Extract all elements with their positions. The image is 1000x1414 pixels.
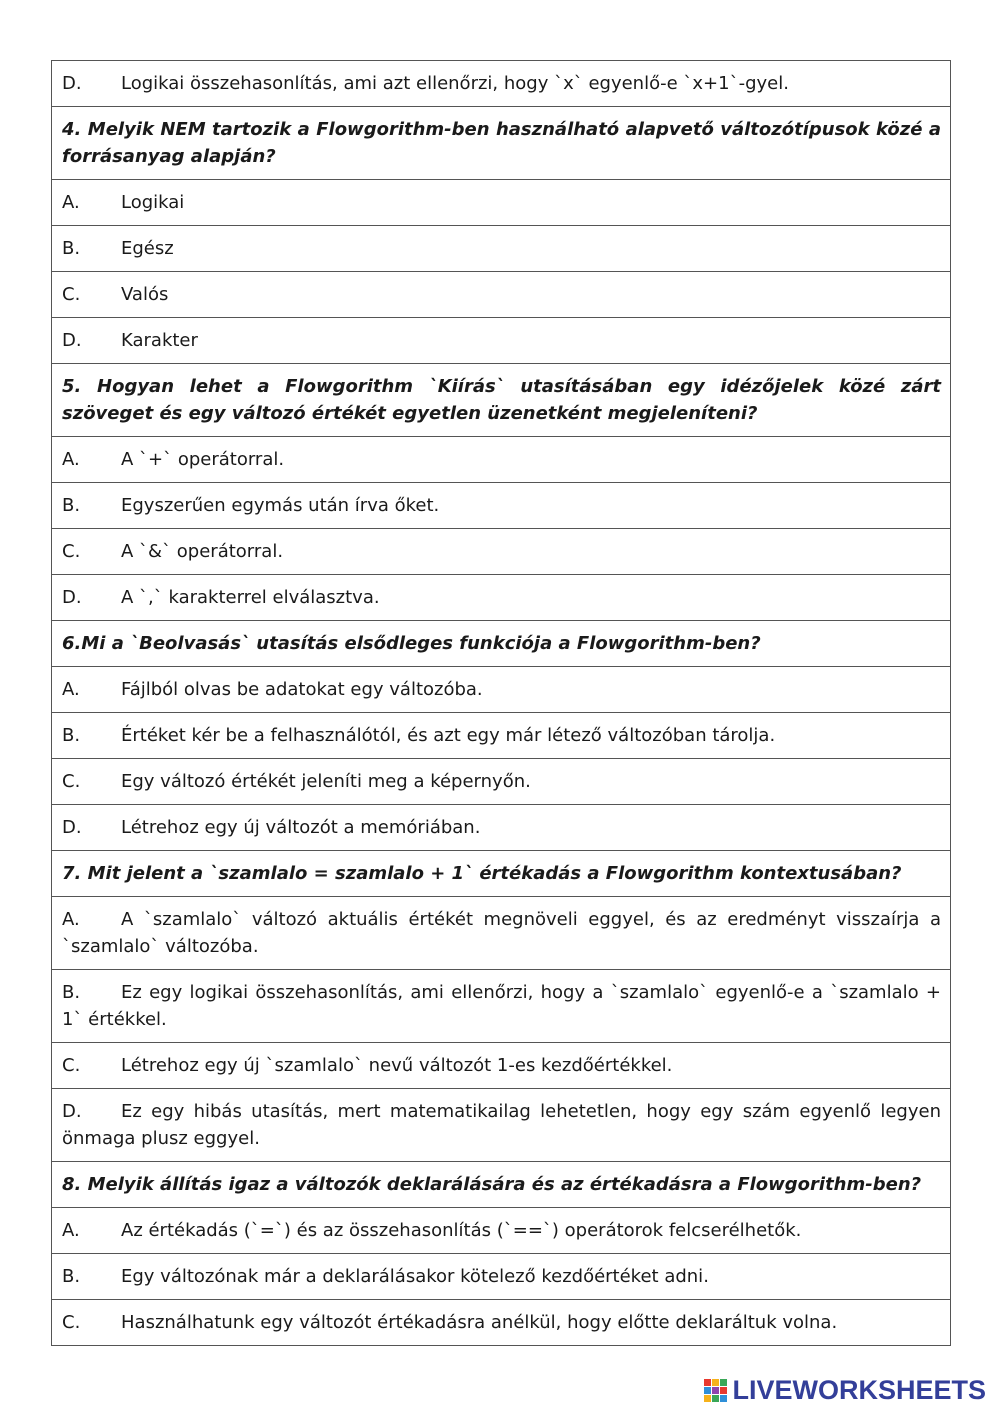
option-text: Értéket kér be a felhasználótól, és azt egy már létező változóban tárolja. [121, 725, 776, 746]
quiz-table [51, 60, 951, 1346]
option-text: Használhatunk egy változót értékadásra anélkül, hogy előtte deklaráltuk volna. [121, 1312, 838, 1333]
option-text: Ez egy hibás utasítás, mert matematikailag lehetetlen, hogy egy szám egyenlő legyen önmaga plusz eggyel. [62, 1101, 941, 1149]
question-5 [52, 364, 950, 437]
option-letter: A. [62, 449, 80, 470]
option-text: Fájlból olvas be adatokat egy változóba. [121, 679, 483, 700]
question-8 [52, 1162, 950, 1208]
option-text: A `&` operátorral. [121, 541, 284, 562]
option-text: A `szamlalo` változó aktuális értékét megnöveli eggyel, és az eredményt visszaírja a `szamlalo` változóba. [62, 909, 941, 957]
option-letter: D. [62, 587, 82, 608]
option-row[interactable] [52, 226, 950, 272]
option-letter: D. [62, 330, 82, 351]
option-text: A `,` karakterrel elválasztva. [121, 587, 380, 608]
option-letter: D. [62, 73, 82, 94]
question-4 [52, 107, 950, 180]
option-row[interactable] [52, 1300, 950, 1346]
liveworksheets-footer [704, 1375, 986, 1405]
option-letter: A. [62, 1220, 80, 1241]
option-row[interactable] [52, 61, 950, 107]
option-letter: D. [62, 817, 82, 838]
option-row[interactable] [52, 437, 950, 483]
option-row[interactable] [52, 180, 950, 226]
option-text: Az értékadás (`=`) és az összehasonlítás (`==`) operátorok felcserélhetők. [121, 1220, 802, 1241]
option-row[interactable] [52, 575, 950, 621]
option-letter: C. [62, 1312, 81, 1333]
option-row[interactable] [52, 272, 950, 318]
option-row[interactable] [52, 713, 950, 759]
option-text: Létrehoz egy új `szamlalo` nevű változót 1-es kezdőértékkel. [121, 1055, 673, 1076]
option-row[interactable] [52, 483, 950, 529]
option-row[interactable] [52, 318, 950, 364]
option-text: Egy változó értékét jeleníti meg a képernyőn. [121, 771, 531, 792]
option-row[interactable] [52, 1089, 950, 1162]
option-row[interactable] [52, 1254, 950, 1300]
option-row[interactable] [52, 667, 950, 713]
option-letter: B. [62, 238, 81, 259]
option-text: Logikai [121, 192, 185, 213]
brand-name: LIVEWORKSHEETS [732, 1374, 986, 1405]
option-text: Ez egy logikai összehasonlítás, ami ellenőrzi, hogy a `szamlalo` egyenlő-e a `szamlalo + 1` értékkel. [62, 982, 941, 1030]
option-letter: A. [62, 909, 80, 930]
option-text: Létrehoz egy új változót a memóriában. [121, 817, 481, 838]
question-text: 8. Melyik állítás igaz a változók deklarálására és az értékadásra a Flowgorithm-ben? [62, 1174, 922, 1195]
option-text: Karakter [121, 330, 198, 351]
option-letter: B. [62, 495, 81, 516]
option-text: Egy változónak már a deklarálásakor kötelező kezdőértéket adni. [121, 1266, 709, 1287]
option-row[interactable] [52, 529, 950, 575]
question-6 [52, 621, 950, 667]
option-letter: C. [62, 541, 81, 562]
question-text: 4. Melyik NEM tartozik a Flowgorithm-ben használható alapvető változótípusok közé a forrásanyag alapján? [62, 119, 941, 167]
option-letter: D. [62, 1101, 82, 1122]
option-text: Egyszerűen egymás után írva őket. [121, 495, 440, 516]
option-text: Egész [121, 238, 174, 259]
option-text: Valós [121, 284, 169, 305]
liveworksheets-logo-icon [704, 1379, 726, 1401]
option-text: Logikai összehasonlítás, ami azt ellenőrzi, hogy `x` egyenlő-e `x+1`-gyel. [121, 73, 789, 94]
option-letter: A. [62, 679, 80, 700]
option-letter: C. [62, 284, 81, 305]
option-row[interactable] [52, 805, 950, 851]
option-row[interactable] [52, 1043, 950, 1089]
question-text: 6.Mi a `Beolvasás` utasítás elsődleges funkciója a Flowgorithm-ben? [62, 633, 761, 654]
option-letter: B. [62, 982, 81, 1003]
option-row[interactable] [52, 970, 950, 1043]
question-7 [52, 851, 950, 897]
option-text: A `+` operátorral. [121, 449, 285, 470]
option-row[interactable] [52, 897, 950, 970]
option-row[interactable] [52, 1208, 950, 1254]
option-letter: B. [62, 725, 81, 746]
option-letter: C. [62, 771, 81, 792]
option-letter: A. [62, 192, 80, 213]
option-row[interactable] [52, 759, 950, 805]
option-letter: C. [62, 1055, 81, 1076]
question-text: 7. Mit jelent a `szamlalo = szamlalo + 1` értékadás a Flowgorithm kontextusában? [62, 863, 902, 884]
option-letter: B. [62, 1266, 81, 1287]
question-text: 5. Hogyan lehet a Flowgorithm `Kiírás` utasításában egy idézőjelek közé zárt szöveget és egy változó értékét egyetlen üzenetként megjeleníteni? [62, 376, 941, 424]
